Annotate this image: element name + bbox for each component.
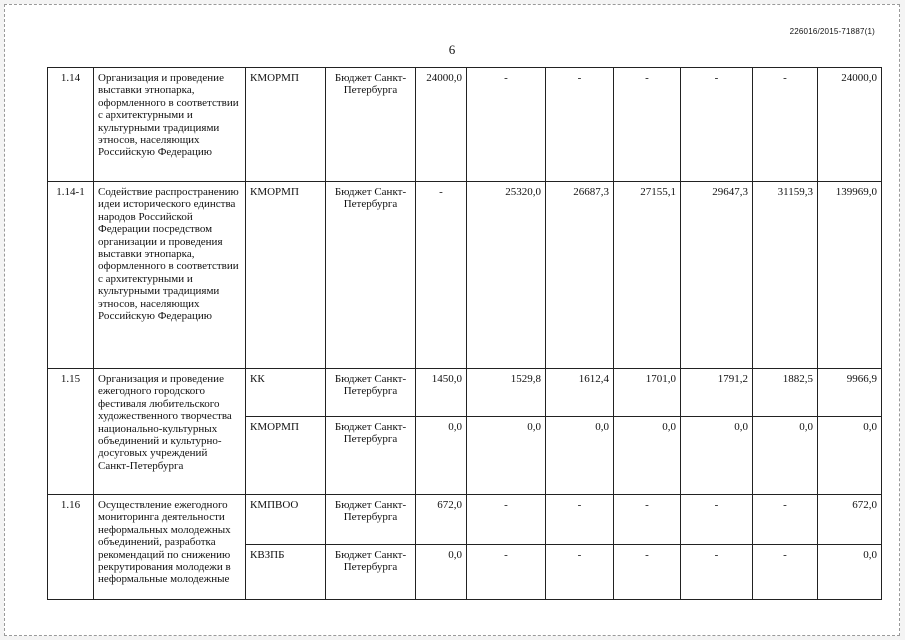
- table-row: [48, 182, 882, 369]
- value-2016: 25320,0: [467, 182, 546, 369]
- value-2017: 1612,4: [546, 369, 614, 417]
- value-2017: -: [546, 495, 614, 545]
- value-2015: 672,0: [416, 495, 467, 545]
- value-2017: -: [546, 545, 614, 600]
- document-id: 226016/2015-71887(1): [789, 27, 875, 36]
- value-2016: -: [467, 545, 546, 600]
- funding-source: Бюджет Санкт-Петербурга: [326, 369, 416, 417]
- value-2019: -: [681, 495, 753, 545]
- funding-source: Бюджет Санкт-Петербурга: [326, 182, 416, 369]
- value-2018: 0,0: [614, 417, 681, 495]
- value-total: 0,0: [818, 545, 882, 600]
- activity-name: Содействие распространению идеи исторического единства народов Российской Федерации посредством организации и проведения выставки этнопарка, оформленного в соответствии с архитектурными и культурными традициями этносов, населяющих Российскую Федерацию: [94, 182, 246, 369]
- value-2016: 0,0: [467, 417, 546, 495]
- value-2019: 29647,3: [681, 182, 753, 369]
- value-2019: -: [681, 68, 753, 182]
- value-total: 672,0: [818, 495, 882, 545]
- value-2015: 24000,0: [416, 68, 467, 182]
- value-2020: -: [753, 545, 818, 600]
- row-number: 1.14: [48, 68, 94, 182]
- value-2016: -: [467, 68, 546, 182]
- value-2018: 1701,0: [614, 369, 681, 417]
- executor: КМОРМП: [246, 417, 326, 495]
- value-2020: 0,0: [753, 417, 818, 495]
- funding-source: Бюджет Санкт-Петербурга: [326, 68, 416, 182]
- value-2016: -: [467, 495, 546, 545]
- table-row: [48, 369, 882, 417]
- value-2020: -: [753, 68, 818, 182]
- value-2018: 27155,1: [614, 182, 681, 369]
- value-2016: 1529,8: [467, 369, 546, 417]
- activity-name: Осуществление ежегодного мониторинга деятельности неформальных молодежных объединений, разработка рекомендаций по снижению рекрутирования молодежи в неформальные молодежные: [94, 495, 246, 600]
- value-2019: 0,0: [681, 417, 753, 495]
- table-row: [48, 495, 882, 545]
- value-2017: 26687,3: [546, 182, 614, 369]
- value-total: 0,0: [818, 417, 882, 495]
- row-number: 1.15: [48, 369, 94, 495]
- document-page: [4, 4, 900, 636]
- executor: КМОРМП: [246, 182, 326, 369]
- program-table: [47, 67, 882, 600]
- page-number: 6: [448, 42, 456, 57]
- value-2018: -: [614, 68, 681, 182]
- value-2020: -: [753, 495, 818, 545]
- value-total: 24000,0: [818, 68, 882, 182]
- executor: КМОРМП: [246, 68, 326, 182]
- value-2019: -: [681, 545, 753, 600]
- value-2015: 0,0: [416, 417, 467, 495]
- row-number: 1.14-1: [48, 182, 94, 369]
- funding-source: Бюджет Санкт-Петербурга: [326, 417, 416, 495]
- value-2015: 1450,0: [416, 369, 467, 417]
- value-2015: -: [416, 182, 467, 369]
- table-row: [48, 68, 882, 182]
- value-2017: -: [546, 68, 614, 182]
- value-2017: 0,0: [546, 417, 614, 495]
- executor: КВЗПБ: [246, 545, 326, 600]
- activity-name: Организация и проведение ежегодного городского фестиваля любительского художественного творчества национально-культурных объединений и культурно-досуговых учреждений Санкт-Петербурга: [94, 369, 246, 495]
- row-number: 1.16: [48, 495, 94, 600]
- funding-source: Бюджет Санкт-Петербурга: [326, 495, 416, 545]
- funding-source: Бюджет Санкт-Петербурга: [326, 545, 416, 600]
- value-2015: 0,0: [416, 545, 467, 600]
- value-2020: 31159,3: [753, 182, 818, 369]
- value-total: 139969,0: [818, 182, 882, 369]
- activity-name: Организация и проведение выставки этнопарка, оформленного в соответствии с архитектурными и культурными традициями этносов, населяющих Российскую Федерацию: [94, 68, 246, 182]
- value-total: 9966,9: [818, 369, 882, 417]
- executor: КК: [246, 369, 326, 417]
- value-2019: 1791,2: [681, 369, 753, 417]
- value-2018: -: [614, 545, 681, 600]
- executor: КМПВОО: [246, 495, 326, 545]
- value-2020: 1882,5: [753, 369, 818, 417]
- value-2018: -: [614, 495, 681, 545]
